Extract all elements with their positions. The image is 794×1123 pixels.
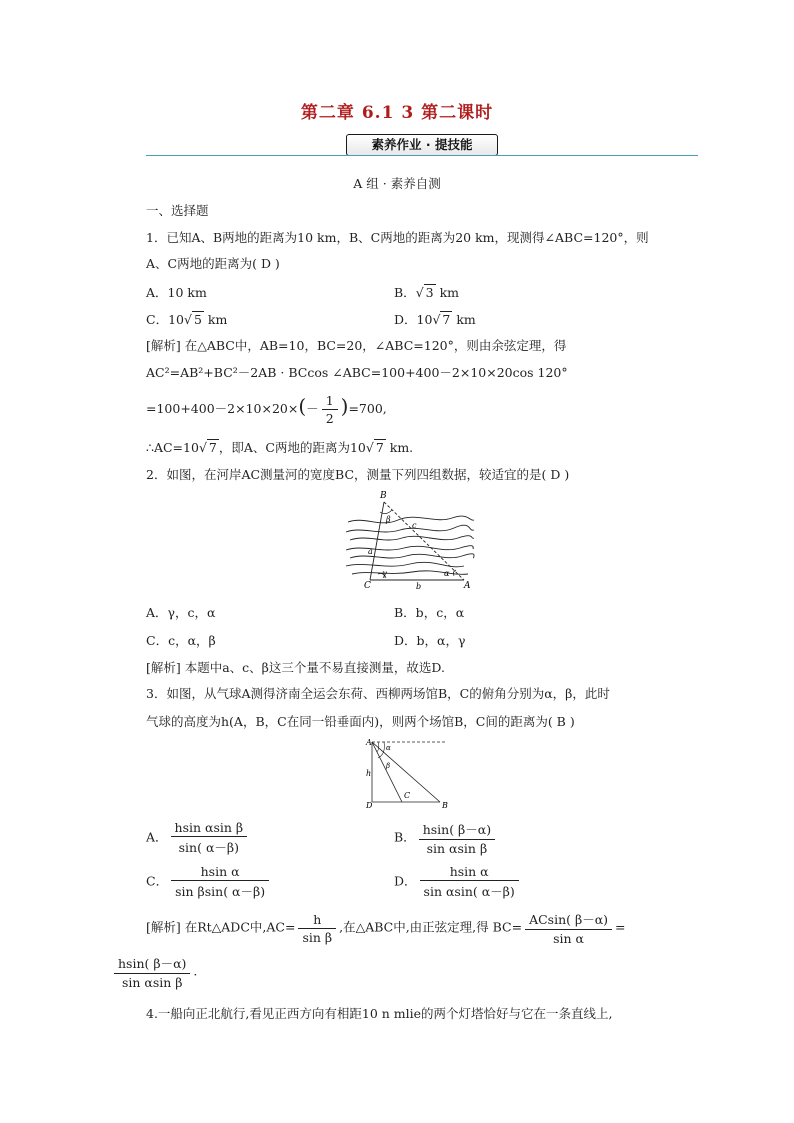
q2-line1: 2．如图，在河岸AC测量河的宽度BC，测量下列四组数据，较适宜的是( D ) bbox=[146, 467, 570, 482]
group-title: A 组 · 素养自测 bbox=[353, 176, 441, 191]
river-waves bbox=[346, 516, 474, 574]
fraction-numerator: hsin( β－α) bbox=[114, 954, 190, 974]
radicand: 7 bbox=[375, 440, 384, 455]
q1-solution-line3: =100+400－2×10×20×(－ $\frac{1}{2}$ )=700, bbox=[146, 393, 387, 426]
q3-line2: 气球的高度为h(A，B，C在同一铅垂面内)，则两个场馆B，C间的距离为( B ) bbox=[146, 714, 575, 729]
q1-option-b-label: B． bbox=[394, 285, 416, 300]
q3-option-d bbox=[394, 864, 522, 900]
q3-option-d-label: D． bbox=[394, 873, 417, 889]
q1-option-d: D．10√ 7 km bbox=[394, 312, 476, 327]
beta-label: β bbox=[386, 762, 391, 770]
q4-line1: 4.一船向正北航行,看见正西方向有相距10 n mlie的两个灯塔恰好与它在一条直线上, bbox=[146, 1006, 613, 1021]
point-a-label: A bbox=[366, 738, 372, 747]
q1-line1: 1．已知A、B两地的距离为10 km，B、C两地的距离为20 km，现测得∠ABC=120°，则 bbox=[146, 230, 649, 245]
header-rule bbox=[146, 155, 698, 156]
q1-solution-line4: ∴AC=10√ 7 ，即A、C两地的距离为10√ 7 km. bbox=[146, 440, 414, 455]
fraction bbox=[171, 820, 248, 856]
q3-option-b-label: B． bbox=[394, 829, 416, 845]
fraction-numerator: hsin( β－α) bbox=[419, 820, 495, 840]
q1-option-c-radicand: 5 bbox=[193, 312, 202, 327]
fraction bbox=[114, 954, 190, 990]
balloon-figure bbox=[362, 736, 458, 812]
fraction-denominator: sin β bbox=[302, 929, 333, 945]
period: . bbox=[193, 963, 198, 979]
q2-option-c: C．c，α，β bbox=[146, 633, 216, 648]
fraction-numerator: hsin αsin β bbox=[171, 820, 248, 837]
fraction bbox=[420, 864, 519, 900]
paren-open: ( bbox=[298, 394, 307, 418]
point-b-label: B bbox=[380, 491, 387, 501]
q3-option-a-label: A． bbox=[146, 829, 168, 845]
q1-option-d-radicand: 7 bbox=[442, 312, 451, 327]
q1-conclusion-unit: km. bbox=[385, 440, 414, 455]
paren-close: ) bbox=[340, 394, 349, 418]
q1-option-b-unit: km bbox=[435, 285, 460, 300]
fraction bbox=[525, 910, 612, 946]
q1-option-d-label: D．10 bbox=[394, 312, 433, 327]
q2-option-d: D．b，α，γ bbox=[394, 633, 466, 648]
q3-option-c-label: C． bbox=[146, 873, 169, 889]
fraction bbox=[322, 393, 338, 426]
radicand: 7 bbox=[208, 440, 217, 455]
q1-solution-expr: =100+400－2×10×20× bbox=[146, 401, 299, 416]
q1-option-c-label: C．10 bbox=[146, 312, 184, 327]
fraction-denominator: sin αsin β bbox=[121, 975, 183, 990]
fraction bbox=[419, 820, 495, 856]
q1-option-a: A．10 km bbox=[146, 285, 207, 300]
q3-solution-mid: ,在△ABC中,由正弦定理,得 BC= bbox=[339, 919, 523, 935]
fraction-numerator: h bbox=[298, 912, 336, 929]
q3-option-b bbox=[394, 820, 498, 856]
q1-line2: A、C两地的距离为( D ) bbox=[146, 256, 280, 271]
fraction-denominator: sin αsin( α－β) bbox=[423, 884, 515, 899]
fraction-numerator: hsin α bbox=[420, 864, 519, 881]
side-a-label: a bbox=[368, 547, 373, 556]
fraction-denominator: sin αsin β bbox=[426, 841, 488, 856]
q1-option-b: B．√ 3 km bbox=[394, 285, 460, 300]
page-title: 第二章 6.1 3 第二课时 bbox=[300, 103, 494, 123]
fraction-numerator: ACsin( β－α) bbox=[525, 910, 612, 930]
point-c-label: C bbox=[404, 791, 411, 800]
line-ba bbox=[384, 502, 464, 580]
q1-solution-result: =700, bbox=[348, 401, 387, 416]
q1-option-c: C．10√ 5 km bbox=[146, 312, 228, 327]
q3-solution-line1 bbox=[146, 910, 626, 946]
fraction bbox=[298, 912, 336, 945]
alpha-label: α bbox=[444, 569, 450, 578]
q2-option-b: B．b，c，α bbox=[394, 605, 465, 620]
q1-option-d-unit: km bbox=[452, 312, 476, 327]
equals-sign: = bbox=[615, 919, 626, 935]
point-b-label: B bbox=[442, 801, 448, 810]
fraction-numerator: hsin α bbox=[171, 864, 269, 881]
beta-label: β bbox=[386, 515, 391, 524]
fraction-denominator: 2 bbox=[325, 411, 334, 426]
q2-solution: [解析] 本题中a、c、β这三个量不易直接测量，故选D. bbox=[146, 660, 445, 675]
fraction-numerator: 1 bbox=[322, 393, 338, 410]
q1-option-b-radicand: 3 bbox=[425, 285, 434, 300]
q1-solution-line2: AC²=AB²+BC²－2AB · BCcos ∠ABC=100+400－2×10×20cos 120° bbox=[146, 365, 568, 380]
alpha-arc bbox=[453, 570, 456, 576]
q2-option-a: A．γ，c，α bbox=[146, 605, 216, 620]
q3-solution-pre: [解析] 在Rt△ADC中,AC= bbox=[146, 919, 296, 935]
side-c-label: c bbox=[412, 521, 417, 530]
fraction-denominator: sin α bbox=[553, 931, 585, 946]
q1-option-c-unit: km bbox=[203, 312, 228, 327]
fraction-denominator: sin βsin( α－β) bbox=[175, 884, 266, 899]
q1-conclusion-mid: ，即A、C两地的距离为10 bbox=[218, 440, 366, 455]
section-banner: 素养作业 · 提技能 bbox=[346, 134, 498, 156]
q3-option-a bbox=[146, 820, 250, 856]
q3-solution-line2 bbox=[114, 954, 197, 990]
height-h-label: h bbox=[366, 769, 372, 778]
fraction-denominator: sin( α－β) bbox=[178, 840, 239, 855]
point-a-label: A bbox=[464, 581, 471, 590]
point-d-label: D bbox=[366, 801, 373, 810]
q3-option-c bbox=[146, 864, 272, 900]
q1-solution-line1: [解析] 在△ABC中，AB=10，BC=20，∠ABC=120°，则由余弦定理，得 bbox=[146, 338, 567, 353]
q1-conclusion-pre: ∴AC=10 bbox=[146, 440, 199, 455]
point-c-label: C bbox=[364, 581, 371, 590]
side-b-label: b bbox=[416, 582, 422, 590]
gamma-label: γ bbox=[382, 569, 387, 578]
fraction bbox=[171, 864, 269, 900]
q3-line1: 3．如图，从气球A测得济南全运会东荷、西柳两场馆B，C的俯角分别为α，β，此时 bbox=[146, 686, 610, 701]
river-figure bbox=[340, 488, 480, 590]
section-title: 一、选择题 bbox=[146, 203, 209, 218]
alpha-label: α bbox=[386, 744, 391, 752]
